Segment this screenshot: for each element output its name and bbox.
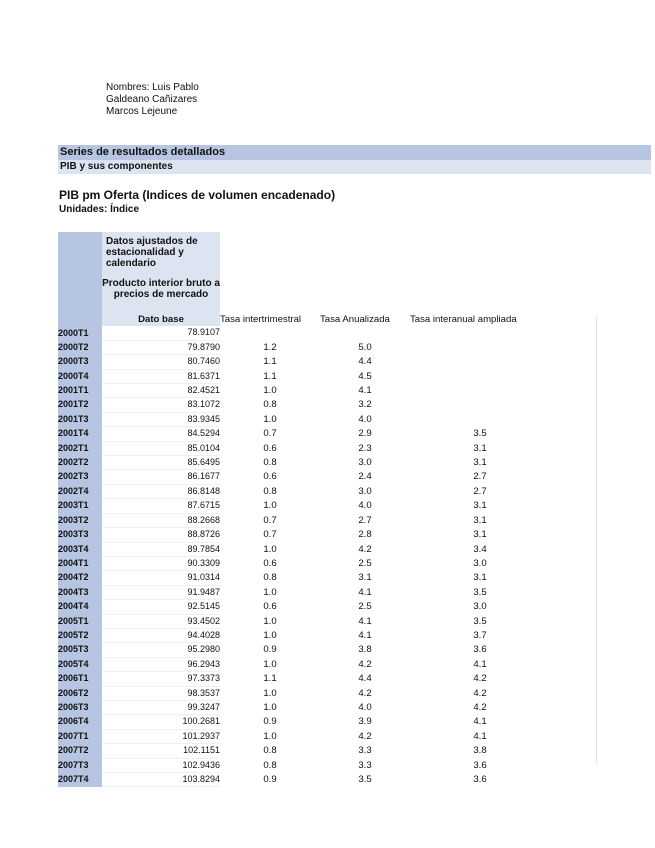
period-cell: 2000T4 (58, 369, 102, 383)
anualizada-cell: 4.1 (358, 385, 372, 397)
intertrimestral-cell: 1.1 (263, 370, 277, 382)
base-cell: 84.5294 (102, 427, 220, 441)
interanual-cell: 3.5 (473, 428, 487, 440)
period-cell: 2006T4 (58, 715, 102, 729)
base-cell: 79.8790 (102, 340, 220, 354)
intertrimestral-cell (220, 326, 320, 340)
interanual-cell (410, 384, 550, 398)
header-corner-bottom (58, 273, 102, 313)
interanual-cell (410, 398, 550, 412)
anualizada-cell (320, 326, 410, 340)
section-subtitle: PIB y sus componentes (58, 160, 651, 174)
column-divider (596, 316, 597, 764)
base-cell: 102.1151 (102, 744, 220, 758)
header-intertrimestral: Tasa intertrimestral (220, 314, 302, 325)
interanual-cell: 4.1 (473, 658, 487, 670)
anualizada-cell: 4.0 (358, 500, 372, 512)
author-names (106, 82, 199, 118)
base-cell: 95.2980 (102, 643, 220, 657)
anualizada-cell: 2.5 (358, 557, 372, 569)
report-title: PIB pm Oferta (Indices de volumen encadenado) (59, 188, 336, 202)
period-cell: 2007T3 (58, 758, 102, 772)
header-gdp-series: Producto interior bruto a precios de mercado (102, 273, 220, 313)
period-cell: 2005T1 (58, 614, 102, 628)
table-row (58, 484, 550, 498)
intertrimestral-cell: 0.7 (263, 529, 277, 541)
intertrimestral-cell: 1.0 (263, 385, 277, 397)
table-row (58, 600, 550, 614)
anualizada-cell: 2.5 (358, 601, 372, 613)
table-row (58, 412, 550, 426)
period-cell: 2000T1 (58, 326, 102, 340)
section-title: Series de resultados detallados (58, 145, 651, 160)
table-row (58, 456, 550, 470)
period-cell: 2002T2 (58, 456, 102, 470)
interanual-cell: 4.1 (473, 716, 487, 728)
period-cell: 2003T2 (58, 513, 102, 527)
anualizada-cell: 4.4 (358, 673, 372, 685)
interanual-cell (410, 326, 550, 340)
table-row (58, 340, 550, 354)
period-cell: 2007T2 (58, 744, 102, 758)
period-cell: 2003T4 (58, 542, 102, 556)
base-cell: 101.2937 (102, 729, 220, 743)
intertrimestral-cell: 1.0 (263, 730, 277, 742)
intertrimestral-cell: 0.6 (263, 471, 277, 483)
period-cell: 2003T1 (58, 499, 102, 513)
base-cell: 90.3309 (102, 556, 220, 570)
anualizada-cell: 3.8 (358, 644, 372, 656)
base-cell: 85.6495 (102, 456, 220, 470)
anualizada-cell: 4.2 (358, 658, 372, 670)
interanual-cell: 3.1 (473, 457, 487, 469)
intertrimestral-cell: 0.6 (263, 557, 277, 569)
anualizada-cell: 4.1 (358, 615, 372, 627)
table-row (58, 700, 550, 714)
base-cell: 83.9345 (102, 412, 220, 426)
base-cell: 86.8148 (102, 484, 220, 498)
intertrimestral-cell: 0.9 (263, 644, 277, 656)
author-line-3: Marcos Lejeune (106, 106, 178, 117)
base-cell: 81.6371 (102, 369, 220, 383)
anualizada-cell: 2.4 (358, 471, 372, 483)
intertrimestral-cell: 0.9 (263, 774, 277, 785)
table-row (58, 773, 550, 787)
base-cell: 99.3247 (102, 700, 220, 714)
table-row (58, 427, 550, 441)
anualizada-cell: 4.2 (358, 687, 372, 699)
intertrimestral-cell: 1.0 (263, 687, 277, 699)
interanual-cell: 4.2 (473, 687, 487, 699)
period-cell: 2001T1 (58, 384, 102, 398)
base-cell: 92.5145 (102, 600, 220, 614)
anualizada-cell: 3.3 (358, 745, 372, 757)
period-cell: 2002T3 (58, 470, 102, 484)
anualizada-cell: 3.9 (358, 716, 372, 728)
table-row (58, 499, 550, 513)
period-cell: 2006T3 (58, 700, 102, 714)
table-row (58, 355, 550, 369)
interanual-cell: 3.5 (473, 615, 487, 627)
period-cell: 2000T3 (58, 355, 102, 369)
header-period (58, 313, 102, 326)
interanual-cell: 3.1 (473, 514, 487, 526)
table-row (58, 686, 550, 700)
period-cell: 2004T2 (58, 571, 102, 585)
period-cell: 2001T3 (58, 412, 102, 426)
base-cell: 93.4502 (102, 614, 220, 628)
header-adjusted-data: Datos ajustados de estacionalidad y calendario (102, 232, 220, 273)
interanual-cell: 4.1 (473, 730, 487, 742)
intertrimestral-cell: 0.6 (263, 601, 277, 613)
table-row (58, 585, 550, 599)
period-cell: 2005T3 (58, 643, 102, 657)
base-cell: 88.8726 (102, 528, 220, 542)
anualizada-cell: 3.5 (358, 774, 372, 785)
interanual-cell (410, 340, 550, 354)
base-cell: 88.2668 (102, 513, 220, 527)
intertrimestral-cell: 0.9 (263, 716, 277, 728)
interanual-cell: 3.0 (473, 557, 487, 569)
interanual-cell: 3.8 (473, 745, 487, 757)
anualizada-cell: 3.3 (358, 759, 372, 771)
intertrimestral-cell: 0.8 (263, 572, 277, 584)
anualizada-cell: 4.0 (358, 701, 372, 713)
interanual-cell (410, 355, 550, 369)
period-cell: 2006T2 (58, 686, 102, 700)
anualizada-cell: 4.4 (358, 356, 372, 368)
interanual-cell: 3.0 (473, 601, 487, 613)
period-cell: 2007T4 (58, 773, 102, 787)
period-cell: 2007T1 (58, 729, 102, 743)
period-cell: 2005T4 (58, 657, 102, 671)
base-cell: 85.0104 (102, 441, 220, 455)
interanual-cell: 4.2 (473, 673, 487, 685)
author-line-1: Nombres: Luis Pablo (106, 82, 199, 93)
base-cell: 89.7854 (102, 542, 220, 556)
anualizada-cell: 3.0 (358, 457, 372, 469)
intertrimestral-cell: 0.7 (263, 428, 277, 440)
base-cell: 100.2681 (102, 715, 220, 729)
intertrimestral-cell: 0.8 (263, 457, 277, 469)
anualizada-cell: 4.1 (358, 586, 372, 598)
header-base: Dato base (102, 313, 220, 326)
table-row (58, 643, 550, 657)
base-cell: 96.2943 (102, 657, 220, 671)
anualizada-cell: 4.2 (358, 543, 372, 555)
anualizada-cell: 2.8 (358, 529, 372, 541)
table-row (58, 513, 550, 527)
intertrimestral-cell: 1.0 (263, 500, 277, 512)
period-cell: 2004T1 (58, 556, 102, 570)
intertrimestral-cell: 1.0 (263, 658, 277, 670)
anualizada-cell: 2.7 (358, 514, 372, 526)
anualizada-cell: 4.2 (358, 730, 372, 742)
interanual-cell: 3.4 (473, 543, 487, 555)
table-row (58, 441, 550, 455)
interanual-cell: 3.1 (473, 442, 487, 454)
intertrimestral-cell: 0.8 (263, 745, 277, 757)
report-units: Unidades: Índice (59, 204, 140, 215)
interanual-cell: 3.1 (473, 500, 487, 512)
author-line-2: Galdeano Cañizares (106, 94, 198, 105)
intertrimestral-cell: 1.2 (263, 341, 277, 353)
period-cell: 2004T3 (58, 585, 102, 599)
table-row (58, 528, 550, 542)
table-row (58, 571, 550, 585)
intertrimestral-cell: 0.8 (263, 485, 277, 497)
interanual-cell: 2.7 (473, 471, 487, 483)
period-cell: 2003T3 (58, 528, 102, 542)
table-row (58, 384, 550, 398)
period-cell: 2001T2 (58, 398, 102, 412)
interanual-cell: 3.5 (473, 586, 487, 598)
period-cell: 2002T1 (58, 441, 102, 455)
base-cell: 87.6715 (102, 499, 220, 513)
anualizada-cell: 2.3 (358, 442, 372, 454)
anualizada-cell: 4.0 (358, 413, 372, 425)
base-cell: 86.1677 (102, 470, 220, 484)
header-interanual: Tasa interanual ampliada (410, 314, 517, 325)
intertrimestral-cell: 0.8 (263, 759, 277, 771)
interanual-cell: 4.2 (473, 701, 487, 713)
base-cell: 102.9436 (102, 758, 220, 772)
header-corner-top (58, 232, 102, 273)
base-cell: 80.7460 (102, 355, 220, 369)
period-cell: 2001T4 (58, 427, 102, 441)
table-row (58, 657, 550, 671)
base-cell: 91.9487 (102, 585, 220, 599)
interanual-cell: 3.6 (473, 759, 487, 771)
interanual-cell (410, 412, 550, 426)
period-cell: 2000T2 (58, 340, 102, 354)
intertrimestral-cell: 1.1 (263, 356, 277, 368)
intertrimestral-cell: 0.7 (263, 514, 277, 526)
interanual-cell: 3.6 (473, 644, 487, 656)
table-row (58, 614, 550, 628)
table-row (58, 369, 550, 383)
base-cell: 83.1072 (102, 398, 220, 412)
intertrimestral-cell: 1.0 (263, 586, 277, 598)
intertrimestral-cell: 0.6 (263, 442, 277, 454)
base-cell: 82.4521 (102, 384, 220, 398)
intertrimestral-cell: 1.1 (263, 673, 277, 685)
interanual-cell (410, 369, 550, 383)
base-cell: 97.3373 (102, 672, 220, 686)
interanual-cell: 2.7 (473, 485, 487, 497)
base-cell: 94.4028 (102, 628, 220, 642)
base-cell: 78.9107 (102, 326, 220, 340)
table-row (58, 556, 550, 570)
table-row (58, 398, 550, 412)
base-cell: 98.3537 (102, 686, 220, 700)
anualizada-cell: 3.0 (358, 485, 372, 497)
table-row (58, 326, 550, 340)
table-row (58, 470, 550, 484)
anualizada-cell: 4.5 (358, 370, 372, 382)
table-row (58, 715, 550, 729)
interanual-cell: 3.6 (473, 774, 487, 785)
intertrimestral-cell: 1.0 (263, 413, 277, 425)
intertrimestral-cell: 1.0 (263, 629, 277, 641)
table-header-row (58, 313, 550, 326)
intertrimestral-cell: 1.0 (263, 701, 277, 713)
period-cell: 2006T1 (58, 672, 102, 686)
anualizada-cell: 3.2 (358, 399, 372, 411)
anualizada-cell: 5.0 (358, 341, 372, 353)
interanual-cell: 3.1 (473, 572, 487, 584)
header-anualizada: Tasa Anualizada (320, 314, 390, 325)
interanual-cell: 3.7 (473, 629, 487, 641)
intertrimestral-cell: 1.0 (263, 615, 277, 627)
table-row (58, 542, 550, 556)
table-row (58, 758, 550, 772)
table-row (58, 628, 550, 642)
anualizada-cell: 4.1 (358, 629, 372, 641)
period-cell: 2002T4 (58, 484, 102, 498)
intertrimestral-cell: 0.8 (263, 399, 277, 411)
table-row (58, 744, 550, 758)
interanual-cell: 3.1 (473, 529, 487, 541)
base-cell: 91.0314 (102, 571, 220, 585)
intertrimestral-cell: 1.0 (263, 543, 277, 555)
anualizada-cell: 3.1 (358, 572, 372, 584)
anualizada-cell: 2.9 (358, 428, 372, 440)
period-cell: 2005T2 (58, 628, 102, 642)
gdp-table (58, 313, 550, 787)
base-cell: 103.8294 (102, 773, 220, 787)
table-row (58, 672, 550, 686)
period-cell: 2004T4 (58, 600, 102, 614)
table-row (58, 729, 550, 743)
